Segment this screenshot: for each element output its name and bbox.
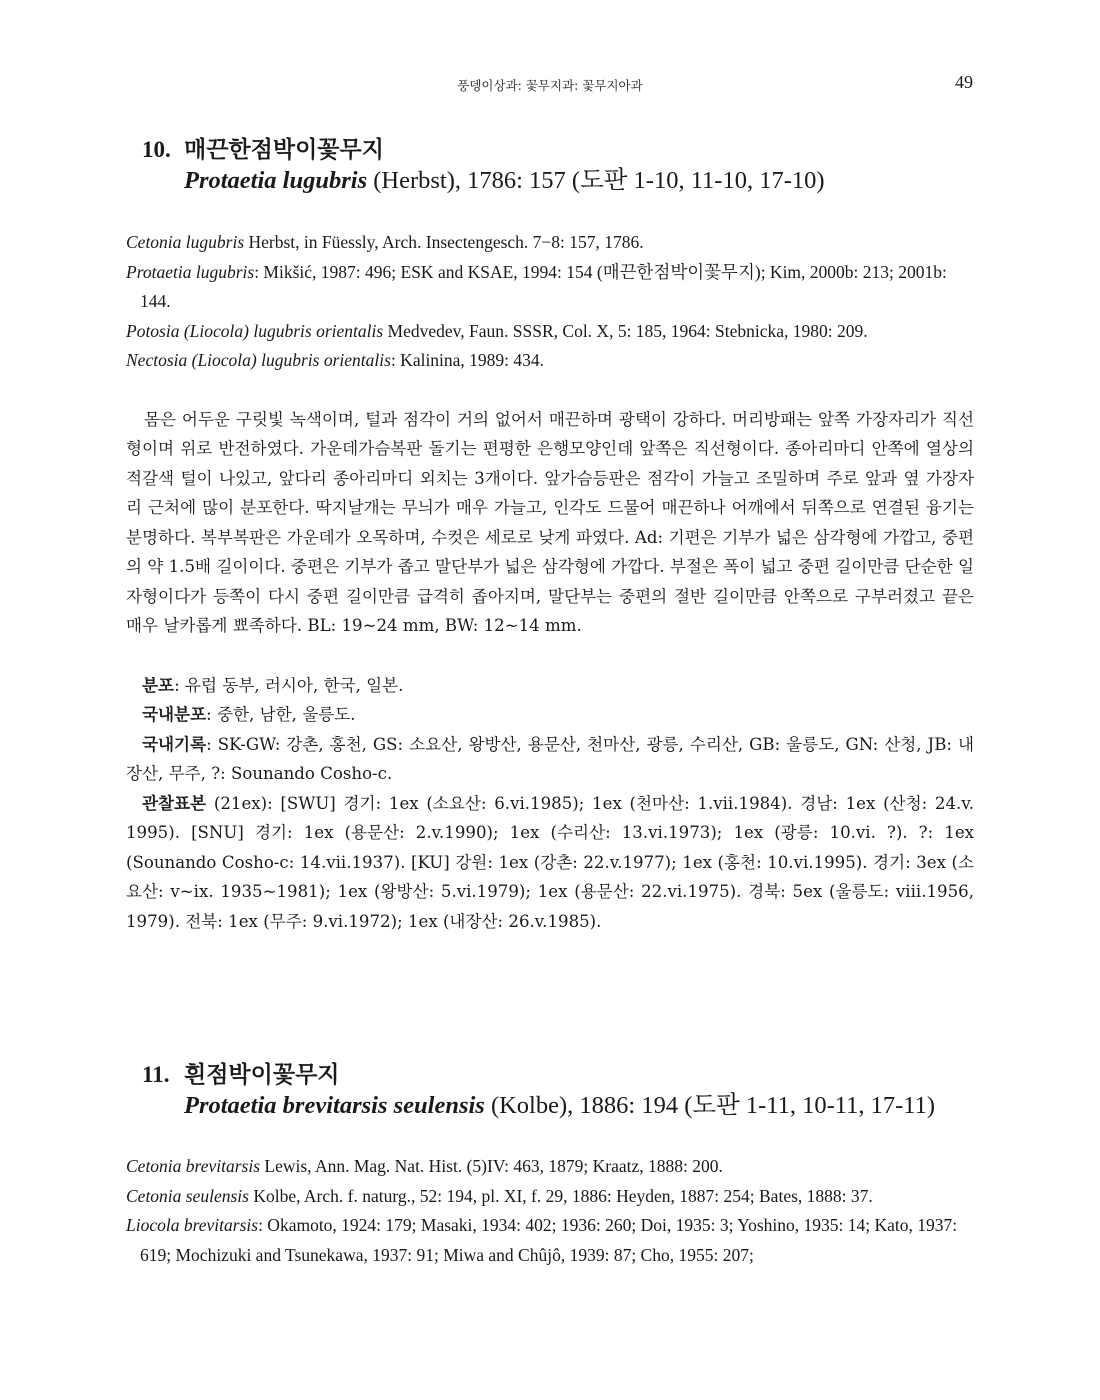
species-authority: (Herbst), 1786: 157 (도판 1-10, 11-10, 17-10) — [373, 167, 825, 194]
specimens-line — [126, 789, 974, 937]
synonym-citation: : Kalinina, 1989: 434. — [390, 350, 545, 370]
species-title — [142, 134, 974, 165]
synonym-citation: Herbst, in Füessly, Arch. Insectengesch. 7−8: 157, 1786. — [248, 232, 644, 252]
synonym-name: Nectosia (Liocola) lugubris orientalis — [126, 350, 391, 370]
species-korean-name: 매끈한점박이꽃무지 — [184, 136, 384, 163]
synonym-citation: : Mikšić, 1987: 496; ESK and KSAE, 1994: 154 (매끈한점박이꽃무지); Kim, 2000b: 213; 2001b: 144. — [140, 261, 947, 311]
species-scientific-line — [184, 1090, 974, 1122]
species-scientific-line — [184, 165, 974, 197]
korea-records-label: 국내기록 — [142, 733, 207, 754]
synonym-entry — [126, 228, 974, 258]
specimens-text: (21ex): [SWU] 경기: 1ex (소요산: 6.vi.1985); 1ex (천마산: 1.vii.1984). 경남: 1ex (산청: 24.v. 1995). [SNU] 경기: 1ex (용문산: 2.v.1990); 1ex (수리산: 13.vi.1973); 1ex (광릉: 10.vi. ?). ?: 1ex (Sounando Cosho-c: 14.vii.1937). [KU] 강원: 1ex (강촌: 22.v.1977); 1ex (홍천: 10.vi.1995). 경기: 3ex (소요산: v~ix. 1935~1981); 1ex (왕방산: 5.vi.1979); 1ex (용문산: 22.vi.1975). 경북: 5ex (울릉도: viii.1956, 1979). 전북: 1ex (무주: 9.vi.1972); 1ex (내장산: 26.v.1985). — [126, 793, 974, 931]
description-paragraph: 몸은 어두운 구릿빛 녹색이며, 털과 점각이 거의 없어서 매끈하며 광택이 강하다. 머리방패는 앞쪽 가장자리가 직선형이며 위로 반전하였다. 가운데가슴복판 돌기는 편평한 은행모양인데 앞쪽은 직선형이다. 종아리마디 안쪽에 열상의 적갈색 털이 나있고, 앞다리 종아리마디 외치는 3개이다. 앞가슴등판은 점각이 가늘고 조밀하며 주로 앞과 옆 가장자리 근처에 많이 분포한다. 딱지날개는 무늬가 매우 가늘고, 인각도 드물어 매끈하나 어깨에서 뒤쪽으로 연결된 융기는 분명하다. 복부복판은 가운데가 오목하며, 수컷은 세로로 낮게 파였다. Ad: 기편은 기부가 넓은 삼각형에 가깝고, 중편의 약 1.5배 길이이다. 중편은 기부가 좁고 말단부가 넓은 삼각형에 가깝다. 부절은 폭이 넓고 중편 길이만큼 단순한 일자형이다가 등쪽이 다시 중편 길이만큼 급격히 좁아지며, 말단부는 중편의 절반 길이만큼 안쪽으로 구부러졌고 끝은 매우 날카롭게 뾰족하다. BL: 19~24 mm, BW: 12~14 mm. — [126, 409, 974, 635]
synonym-name: Cetonia brevitarsis — [126, 1156, 261, 1176]
running-header: 풍뎅이상과: 꽃무지과: 꽃무지아과 — [457, 78, 643, 93]
korea-distribution-line — [126, 700, 974, 730]
synonym-entry — [126, 317, 974, 347]
page-number: 49 — [955, 72, 973, 92]
species-authority: (Kolbe), 1886: 194 (도판 1-11, 10-11, 17-11) — [490, 1092, 935, 1119]
korea-records-text: : SK-GW: 강촌, 홍천, GS: 소요산, 왕방산, 용문산, 천마산, 광릉, 수리산, GB: 울릉도, GN: 산청, JB: 내장산, 무주, ?: Sounando Cosho-c. — [126, 734, 974, 783]
synonym-entry — [126, 1182, 974, 1212]
synonym-citation: Medvedev, Faun. SSSR, Col. X, 5: 185, 1964: Stebnicka, 1980: 209. — [387, 320, 868, 341]
synonym-entry — [126, 1152, 974, 1182]
specimens-label: 관찰표본 — [142, 792, 207, 813]
synonym-name: Liocola brevitarsis — [126, 1215, 259, 1235]
species-number: 10. — [142, 137, 171, 162]
species-entry-11 — [126, 1059, 974, 1270]
synonym-name: Potosia (Liocola) lugubris orientalis — [126, 320, 384, 341]
species-scientific-name: Protaetia lugubris — [184, 167, 368, 194]
synonym-citation: Lewis, Ann. Mag. Nat. Hist. (5)IV: 463, 1879; Kraatz, 1888: 200. — [264, 1156, 723, 1176]
korea-distribution-label: 국내분포 — [142, 704, 207, 724]
synonym-name: Cetonia lugubris — [126, 232, 245, 252]
species-entry-10 — [126, 134, 974, 936]
synonym-citation: : Okamoto, 1924: 179; Masaki, 1934: 402; 1936: 260; Doi, 1935: 3; Yoshino, 1935: 14; Kato, 1937: 619; Mochizuki and Tsunekawa, 1937: 91; Miwa and Chûjô, 1939: 87; Cho, 1955: 207; — [140, 1215, 958, 1265]
synonym-entry — [126, 258, 974, 317]
synonym-citation: Kolbe, Arch. f. naturg., 52: 194, pl. XI, f. 29, 1886: Heyden, 1887: 254; Bates, 1888: 37. — [253, 1185, 873, 1206]
korea-distribution-text: : 중한, 남한, 울릉도. — [206, 705, 356, 724]
species-korean-name: 흰점박이꽃무지 — [184, 1061, 340, 1088]
distribution-label: 분포 — [142, 674, 175, 695]
synonym-name: Protaetia lugubris — [126, 261, 255, 282]
synonym-entry — [126, 1211, 974, 1270]
distribution-line — [126, 671, 974, 701]
species-number: 11. — [142, 1062, 170, 1087]
distribution-text: : 유럽 동부, 러시아, 한국, 일본. — [174, 675, 404, 695]
synonym-name: Cetonia seulensis — [126, 1185, 249, 1206]
species-title — [142, 1059, 974, 1090]
species-scientific-name: Protaetia brevitarsis seulensis — [184, 1092, 485, 1119]
korea-records-line — [126, 730, 974, 789]
synonym-entry — [126, 346, 974, 376]
